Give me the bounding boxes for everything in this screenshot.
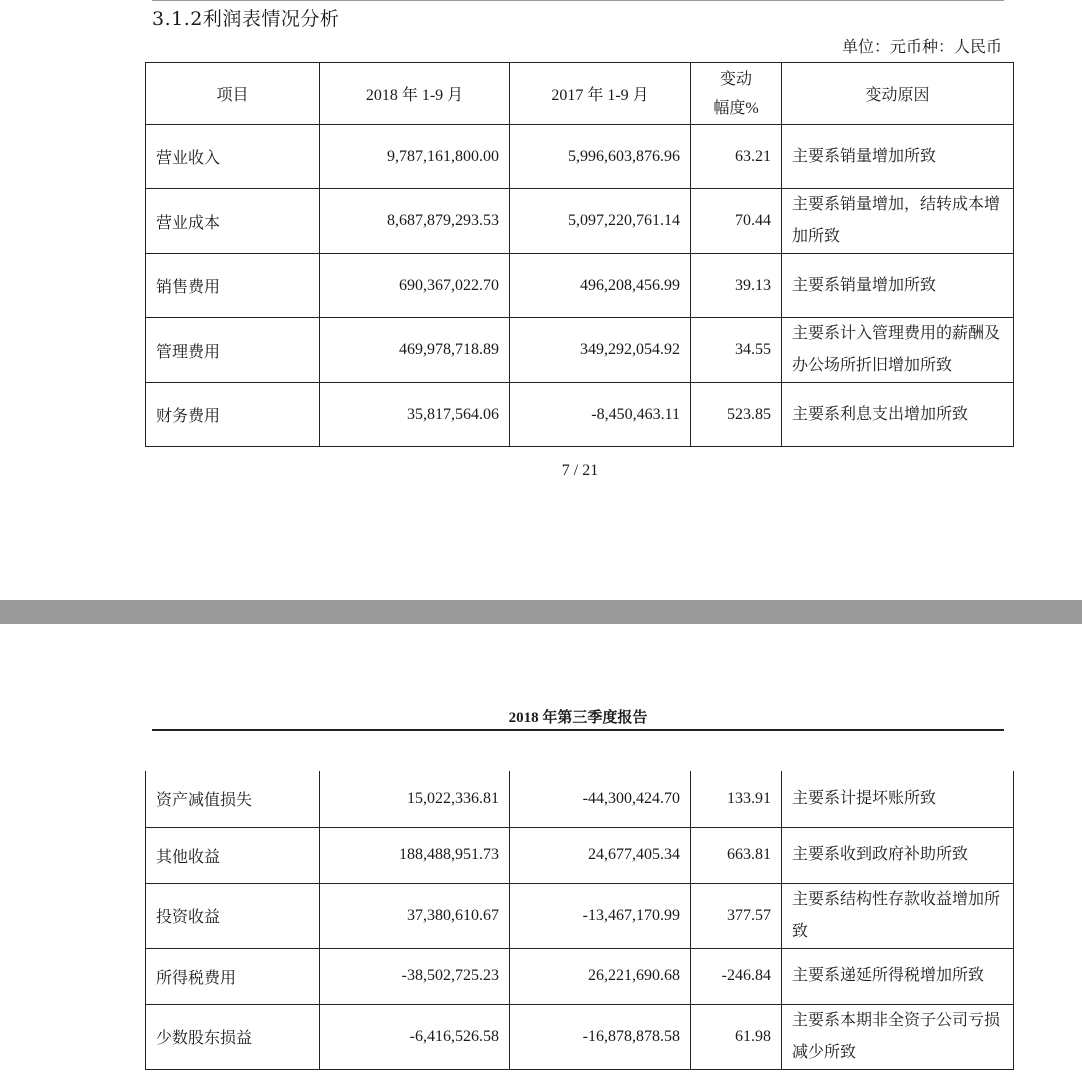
- row-prior: 5,996,603,876.96: [510, 125, 691, 189]
- table-row: [146, 827, 1014, 883]
- row-current: 188,488,951.73: [320, 827, 510, 883]
- row-current: -38,502,725.23: [320, 948, 510, 1004]
- row-item: 财务费用: [146, 383, 320, 447]
- row-prior: 26,221,690.68: [510, 948, 691, 1004]
- row-current: 8,687,879,293.53: [320, 189, 510, 254]
- row-prior: 349,292,054.92: [510, 318, 691, 383]
- table-row: [146, 318, 1014, 383]
- row-change: 663.81: [691, 827, 782, 883]
- row-reason: 主要系销量增加所致: [782, 254, 1014, 318]
- row-change: 70.44: [691, 189, 782, 254]
- row-item: 营业成本: [146, 189, 320, 254]
- row-item: 资产减值损失: [146, 771, 320, 827]
- row-change: 63.21: [691, 125, 782, 189]
- row-item: 所得税费用: [146, 948, 320, 1004]
- row-prior: -13,467,170.99: [510, 883, 691, 948]
- table-row: [146, 948, 1014, 1004]
- row-prior: -16,878,878.58: [510, 1004, 691, 1069]
- row-reason: 主要系计提坏账所致: [782, 771, 1014, 827]
- header-current-period: 2018 年 1-9 月: [320, 63, 510, 125]
- row-prior: 496,208,456.99: [510, 254, 691, 318]
- row-reason: 主要系本期非全资子公司亏损减少所致: [782, 1004, 1014, 1069]
- row-prior: 24,677,405.34: [510, 827, 691, 883]
- row-reason: 主要系结构性存款收益增加所致: [782, 883, 1014, 948]
- row-item: 管理费用: [146, 318, 320, 383]
- row-change: 61.98: [691, 1004, 782, 1069]
- row-prior: 5,097,220,761.14: [510, 189, 691, 254]
- row-reason: 主要系销量增加所致: [782, 125, 1014, 189]
- income-statement-table: [145, 62, 1014, 447]
- header-item: 项目: [146, 63, 320, 125]
- header-change-line1: 变动: [719, 70, 752, 88]
- row-prior: -8,450,463.11: [510, 383, 691, 447]
- row-reason: 主要系收到政府补助所致: [782, 827, 1014, 883]
- row-change: 133.91: [691, 771, 782, 827]
- row-item: 投资收益: [146, 883, 320, 948]
- header-change-line2: 幅度%: [713, 99, 759, 117]
- table-row: [146, 883, 1014, 948]
- table-row: [146, 254, 1014, 318]
- table-row: [146, 189, 1014, 254]
- page-number: 7 / 21: [561, 462, 599, 479]
- row-current: 9,787,161,800.00: [320, 125, 510, 189]
- row-prior: -44,300,424.70: [510, 771, 691, 827]
- table-header-row: [146, 63, 1014, 125]
- row-current: -6,416,526.58: [320, 1004, 510, 1069]
- header-change-percent: [691, 63, 782, 125]
- row-current: 469,978,718.89: [320, 318, 510, 383]
- row-reason: 主要系销量增加，结转成本增加所致: [782, 189, 1014, 254]
- row-reason: 主要系计入管理费用的薪酬及办公场所折旧增加所致: [782, 318, 1014, 383]
- page-top-rule: [152, 0, 1004, 1]
- row-current: 15,022,336.81: [320, 771, 510, 827]
- report-running-header: 2018 年第三季度报告: [508, 710, 648, 726]
- table-row: [146, 771, 1014, 827]
- row-reason: 主要系利息支出增加所致: [782, 383, 1014, 447]
- page-separator: [0, 600, 1082, 624]
- table-row: [146, 1004, 1014, 1069]
- row-change: -246.84: [691, 948, 782, 1004]
- row-item: 营业收入: [146, 125, 320, 189]
- income-statement-table-continued: [145, 771, 1014, 1070]
- row-item: 其他收益: [146, 827, 320, 883]
- section-title: 3.1.2利润表情况分析: [152, 8, 340, 30]
- row-item: 销售费用: [146, 254, 320, 318]
- row-current: 35,817,564.06: [320, 383, 510, 447]
- row-change: 377.57: [691, 883, 782, 948]
- table-row: [146, 383, 1014, 447]
- currency-unit-note: 单位：元币种：人民币: [841, 37, 1002, 56]
- row-change: 34.55: [691, 318, 782, 383]
- header-reason: 变动原因: [782, 63, 1014, 125]
- header-prior-period: 2017 年 1-9 月: [510, 63, 691, 125]
- row-current: 690,367,022.70: [320, 254, 510, 318]
- row-current: 37,380,610.67: [320, 883, 510, 948]
- header-rule: [152, 729, 1004, 731]
- row-change: 523.85: [691, 383, 782, 447]
- row-reason: 主要系递延所得税增加所致: [782, 948, 1014, 1004]
- row-change: 39.13: [691, 254, 782, 318]
- table-row: [146, 125, 1014, 189]
- row-item: 少数股东损益: [146, 1004, 320, 1069]
